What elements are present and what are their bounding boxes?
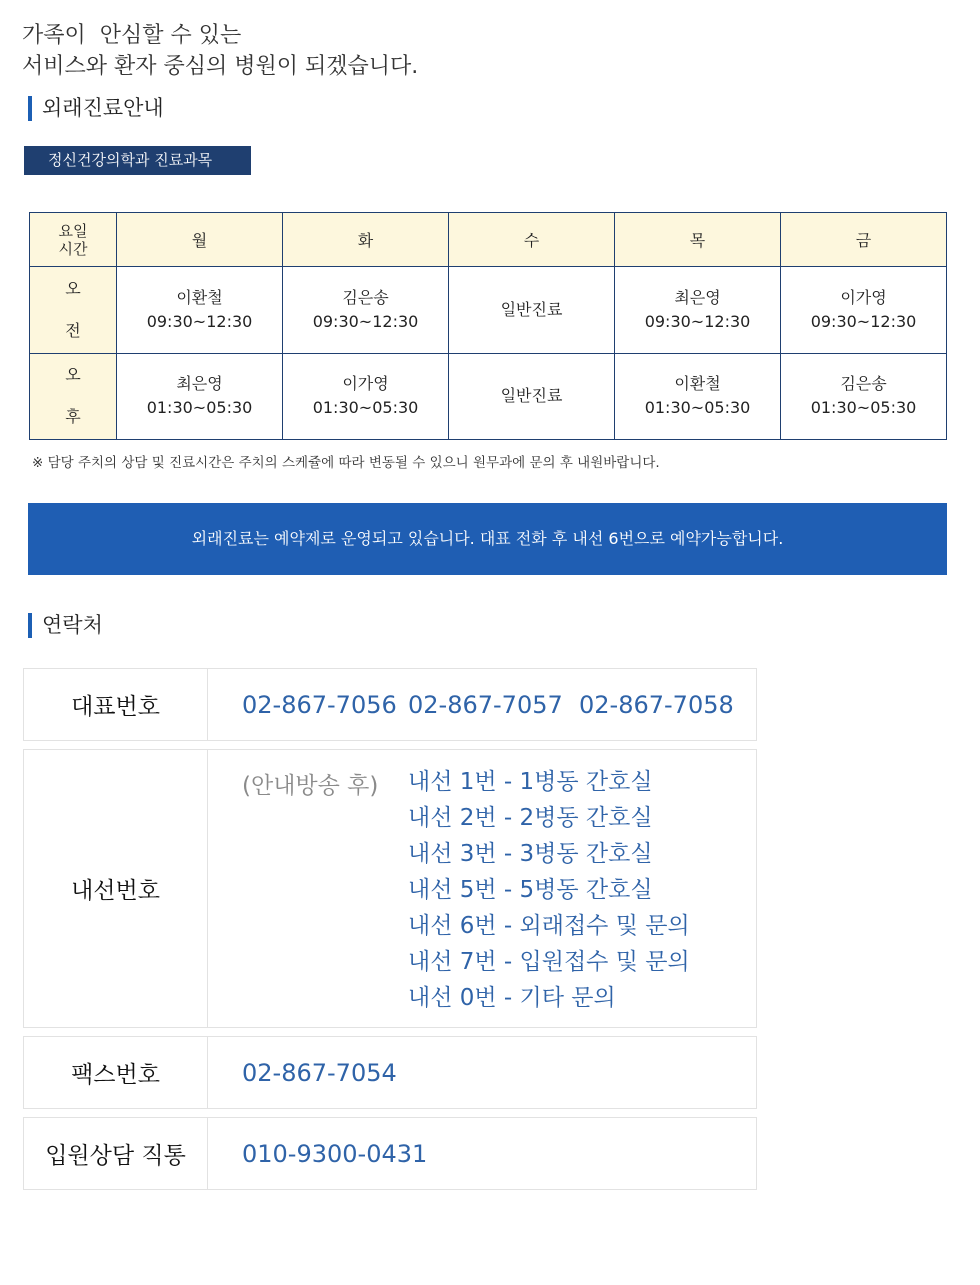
department-tag: 정신건강의학과 진료과목	[24, 146, 251, 175]
contact-title-text: 연락처	[42, 613, 103, 637]
period-char: 오	[65, 365, 81, 385]
doctor-name: 이환철	[176, 287, 223, 307]
day-header: 월	[117, 213, 283, 267]
extension-item: 내선 0번 - 기타 문의	[408, 985, 616, 1011]
schedule-header-row	[30, 213, 947, 267]
section-bar	[28, 96, 32, 121]
doctor-name: 이환철	[674, 374, 721, 394]
fax-label: 팩스번호	[24, 1037, 208, 1108]
extension-list	[408, 764, 690, 1016]
schedule-cell	[615, 267, 781, 353]
schedule-row-afternoon	[30, 353, 947, 439]
fax-number: 02-867-7054	[242, 1059, 397, 1087]
period-char: 전	[65, 320, 81, 340]
doctor-name: 이가영	[840, 287, 887, 307]
period-cell-afternoon	[30, 353, 117, 439]
doctor-name: 김은송	[342, 287, 389, 307]
schedule-cell	[449, 353, 615, 439]
period-char: 오	[65, 278, 81, 298]
extension-box	[23, 749, 757, 1028]
extension-item: 내선 5번 - 5병동 간호실	[408, 877, 653, 903]
schedule-cell	[117, 353, 283, 439]
doctor-name: 최은영	[674, 287, 721, 307]
doctor-name: 일반진료	[500, 299, 563, 319]
doctor-name: 김은송	[840, 374, 887, 394]
main-phone-link[interactable]: 02-867-7056	[242, 691, 397, 719]
corner-day-label: 요일	[58, 221, 88, 240]
day-header: 화	[283, 213, 449, 267]
schedule-cell	[615, 353, 781, 439]
period-char: 후	[65, 407, 81, 427]
period-cell-morning	[30, 267, 117, 353]
outpatient-section-title	[28, 94, 164, 122]
schedule-table	[29, 212, 947, 440]
schedule-cell	[283, 267, 449, 353]
main-phone-link[interactable]: 02-867-7058	[579, 691, 734, 719]
reservation-banner: 외래진료는 예약제로 운영되고 있습니다. 대표 전화 후 내선 6번으로 예약가능합니다.	[28, 503, 947, 575]
day-header: 금	[781, 213, 947, 267]
section-bar	[28, 613, 32, 638]
clinic-time: 09:30~12:30	[312, 311, 419, 331]
schedule-cell	[117, 267, 283, 353]
extension-item: 내선 7번 - 입원접수 및 문의	[408, 949, 690, 975]
doctor-name: 최은영	[176, 374, 223, 394]
main-number-box	[23, 668, 757, 741]
schedule-note: ※ 담당 주치의 상담 및 진료시간은 주치의 스케쥴에 따라 변동될 수 있으니 원무과에 문의 후 내원바랍니다.	[32, 455, 660, 471]
admission-label: 입원상담 직통	[24, 1118, 208, 1189]
extension-item: 내선 2번 - 2병동 간호실	[408, 805, 653, 831]
clinic-time: 01:30~05:30	[644, 398, 751, 418]
admission-phone-link[interactable]: 010-9300-0431	[242, 1140, 428, 1168]
schedule-cell	[449, 267, 615, 353]
admission-box	[23, 1117, 757, 1190]
clinic-time: 09:30~12:30	[644, 311, 751, 331]
schedule-cell	[781, 267, 947, 353]
intro-line-2: 서비스와 환자 중심의 병원이 되겠습니다.	[22, 54, 419, 79]
extension-label: 내선번호	[24, 750, 208, 1027]
extension-item: 내선 1번 - 1병동 간호실	[408, 769, 653, 795]
clinic-time: 09:30~12:30	[810, 311, 917, 331]
schedule-corner-cell	[30, 213, 117, 267]
extension-item: 내선 6번 - 외래접수 및 문의	[408, 913, 690, 939]
clinic-time: 01:30~05:30	[146, 398, 253, 418]
contact-section-title	[28, 611, 103, 639]
schedule-row-morning	[30, 267, 947, 353]
clinic-time: 01:30~05:30	[810, 398, 917, 418]
schedule-cell	[781, 353, 947, 439]
clinic-time: 09:30~12:30	[146, 311, 253, 331]
intro-line-1: 가족이 안심할 수 있는	[22, 23, 242, 48]
doctor-name: 이가영	[342, 374, 389, 394]
extension-item: 내선 3번 - 3병동 간호실	[408, 841, 653, 867]
doctor-name: 일반진료	[500, 386, 563, 406]
main-number-label: 대표번호	[24, 669, 208, 740]
day-header: 목	[615, 213, 781, 267]
extension-prefix: (안내방송 후)	[242, 773, 379, 799]
schedule-cell	[283, 353, 449, 439]
outpatient-title-text: 외래진료안내	[42, 96, 164, 120]
main-phone-link[interactable]: 02-867-7057	[408, 691, 563, 719]
clinic-time: 01:30~05:30	[312, 398, 419, 418]
day-header: 수	[449, 213, 615, 267]
intro-text	[22, 20, 418, 82]
corner-time-label: 시간	[58, 239, 88, 258]
fax-box	[23, 1036, 757, 1109]
